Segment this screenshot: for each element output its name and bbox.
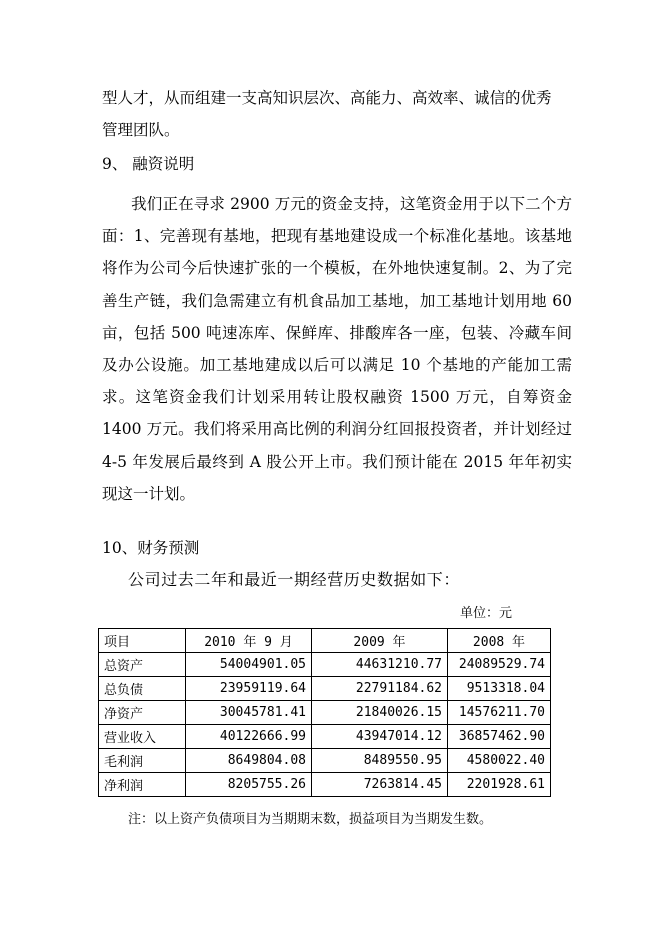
table-row [99,749,551,773]
table-cell: 23959119.64 [186,677,312,701]
table-row [99,701,551,725]
table-cell: 7263814.45 [312,773,448,797]
text-line: 型人才，从而组建一支高知识层次、高能力、高效率、诚信的优秀 [102,89,552,107]
section-9-paragraph [102,188,572,510]
text-line: 管理团队。 [102,121,180,139]
header-cell: 2009 年 [312,629,448,653]
table-note: 注：以上资产负债项目为当期期末数，损益项目为当期发生数。 [128,812,493,827]
table-cell: 54004901.05 [186,653,312,677]
row-label: 总负债 [99,677,186,701]
table-cell: 40122666.99 [186,725,312,749]
table-cell: 2201928.61 [448,773,551,797]
header-cell: 项目 [99,629,186,653]
table-cell: 22791184.62 [312,677,448,701]
section-9-heading: 9、 融资说明 [102,155,195,173]
table-cell: 9513318.04 [448,677,551,701]
table-cell: 21840026.15 [312,701,448,725]
table-row [99,677,551,701]
table-cell: 4580022.40 [448,749,551,773]
section-9-paragraph-text: 我们正在寻求 2900 万元的资金支持，这笔资金用于以下二个方面：1、完善现有基地，把现有基地建设成一个标准化基地。该基地将作为公司今后快速扩张的一个模板，在外地快速复制。2、为了完善生产链，我们急需建立有机食品加工基地，加工基地计划用地 60 亩，包括 500 吨速冻库、保鲜库、排酸库各一座，包装、冷藏车间及办公设施。加工基地建成以后可以满足 10 个基地的产能加工需求。这笔资金我们计划采用转让股权融资 1500 万元，自筹资金 1400 万元。我们将采用高比例的利润分红回报投资者，并计划经过 4-5 年发展后最终到 A 股公开上市。我们预计能在 2015 年年初实现这一计划。 [102,195,572,503]
table-cell: 24089529.74 [448,653,551,677]
table-row [99,653,551,677]
row-label: 净资产 [99,701,186,725]
financial-table [98,628,551,797]
row-label: 营业收入 [99,725,186,749]
row-label: 净利润 [99,773,186,797]
header-cell: 2010 年 9 月 [186,629,312,653]
table-intro: 公司过去二年和最近一期经营历史数据如下： [128,570,461,589]
table-cell: 8205755.26 [186,773,312,797]
table-header-row [99,629,551,653]
table-cell: 8489550.95 [312,749,448,773]
table-row [99,725,551,749]
table-row [99,773,551,797]
section-10-heading: 10、财务预测 [102,539,200,557]
unit-label: 单位：元 [460,606,513,621]
table-cell: 36857462.90 [448,725,551,749]
table-cell: 14576211.70 [448,701,551,725]
table-cell: 44631210.77 [312,653,448,677]
header-cell: 2008 年 [448,629,551,653]
table-cell: 30045781.41 [186,701,312,725]
table-cell: 43947014.12 [312,725,448,749]
row-label: 毛利润 [99,749,186,773]
table-cell: 8649804.08 [186,749,312,773]
row-label: 总资产 [99,653,186,677]
